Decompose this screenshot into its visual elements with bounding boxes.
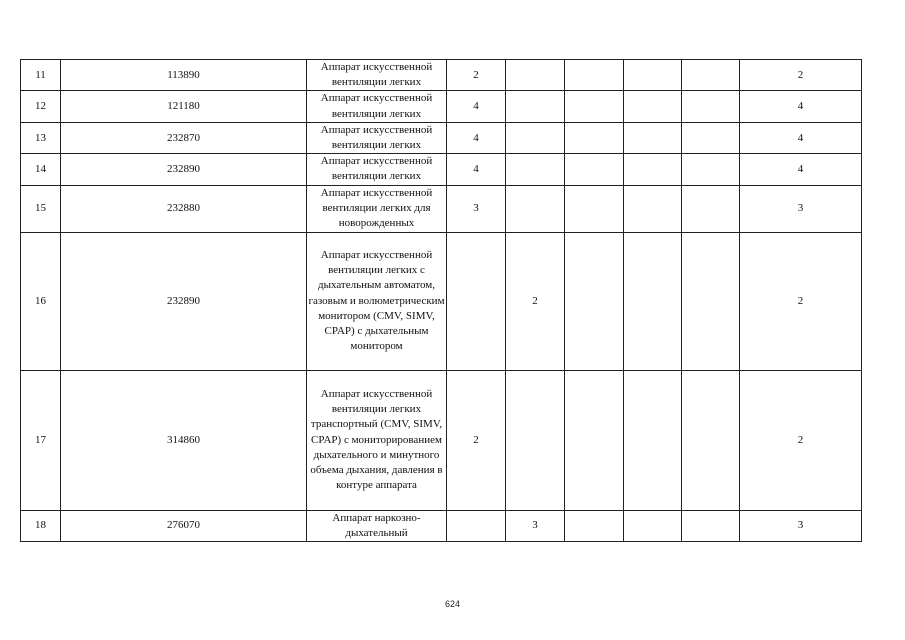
equipment-code: 232890 (61, 232, 307, 370)
quantity-col-3 (565, 154, 624, 185)
quantity-col-5 (682, 60, 740, 91)
quantity-col-3 (565, 510, 624, 541)
equipment-code: 113890 (61, 60, 307, 91)
table-row (21, 60, 862, 91)
quantity-col-3 (565, 122, 624, 153)
quantity-col-2 (506, 91, 565, 122)
quantity-col-4 (624, 60, 682, 91)
quantity-total: 2 (740, 232, 862, 370)
quantity-total: 2 (740, 370, 862, 510)
quantity-col-5 (682, 154, 740, 185)
row-number: 16 (21, 232, 61, 370)
equipment-code: 232890 (61, 154, 307, 185)
quantity-col-4 (624, 154, 682, 185)
quantity-col-2: 2 (506, 232, 565, 370)
row-number: 12 (21, 91, 61, 122)
quantity-col-3 (565, 185, 624, 232)
quantity-col-2 (506, 122, 565, 153)
equipment-name: Аппарат наркозно-дыхательный (307, 510, 447, 541)
quantity-col-5 (682, 185, 740, 232)
quantity-col-2 (506, 370, 565, 510)
quantity-col-1: 2 (447, 370, 506, 510)
quantity-col-1: 4 (447, 122, 506, 153)
quantity-col-1: 4 (447, 91, 506, 122)
quantity-col-3 (565, 60, 624, 91)
quantity-total: 3 (740, 185, 862, 232)
quantity-col-5 (682, 510, 740, 541)
quantity-col-5 (682, 91, 740, 122)
table-row (21, 91, 862, 122)
quantity-col-4 (624, 122, 682, 153)
row-number: 13 (21, 122, 61, 153)
quantity-col-5 (682, 232, 740, 370)
table-row (21, 370, 862, 510)
quantity-col-3 (565, 370, 624, 510)
quantity-total: 4 (740, 91, 862, 122)
quantity-col-4 (624, 185, 682, 232)
table-body (21, 60, 862, 542)
equipment-name: Аппарат искусственной вентиляции легких транспортный (CMV, SIMV, CPAP) с мониторированием дыхательного и минутного объема дыхания, давления в контуре аппарата (307, 370, 447, 510)
quantity-total: 4 (740, 154, 862, 185)
quantity-total: 2 (740, 60, 862, 91)
quantity-col-1: 2 (447, 60, 506, 91)
quantity-col-1 (447, 510, 506, 541)
table-row (21, 232, 862, 370)
quantity-col-4 (624, 370, 682, 510)
quantity-col-3 (565, 91, 624, 122)
page-number: 624 (444, 599, 461, 609)
equipment-code: 276070 (61, 510, 307, 541)
row-number: 15 (21, 185, 61, 232)
quantity-col-4 (624, 232, 682, 370)
quantity-col-1: 4 (447, 154, 506, 185)
row-number: 11 (21, 60, 61, 91)
table-row (21, 185, 862, 232)
quantity-col-2: 3 (506, 510, 565, 541)
row-number: 14 (21, 154, 61, 185)
equipment-name: Аппарат искусственной вентиляции легких (307, 122, 447, 153)
equipment-name: Аппарат искусственной вентиляции легких с дыхательным автоматом, газовым и волюметрическим монитором (CMV, SIMV, CPAP) с дыхательным монитором (307, 232, 447, 370)
equipment-name: Аппарат искусственной вентиляции легких (307, 154, 447, 185)
quantity-total: 4 (740, 122, 862, 153)
quantity-col-4 (624, 91, 682, 122)
equipment-name: Аппарат искусственной вентиляции легких (307, 91, 447, 122)
equipment-code: 314860 (61, 370, 307, 510)
quantity-total: 3 (740, 510, 862, 541)
equipment-name: Аппарат искусственной вентиляции легких для новорожденных (307, 185, 447, 232)
equipment-name: Аппарат искусственной вентиляции легких (307, 60, 447, 91)
quantity-col-5 (682, 122, 740, 153)
quantity-col-4 (624, 510, 682, 541)
row-number: 17 (21, 370, 61, 510)
quantity-col-2 (506, 185, 565, 232)
row-number: 18 (21, 510, 61, 541)
table-row (21, 154, 862, 185)
equipment-table (20, 59, 862, 542)
quantity-col-5 (682, 370, 740, 510)
quantity-col-2 (506, 154, 565, 185)
equipment-code: 232880 (61, 185, 307, 232)
table-row (21, 122, 862, 153)
quantity-col-3 (565, 232, 624, 370)
quantity-col-1: 3 (447, 185, 506, 232)
equipment-code: 232870 (61, 122, 307, 153)
quantity-col-1 (447, 232, 506, 370)
equipment-code: 121180 (61, 91, 307, 122)
table-row (21, 510, 862, 541)
quantity-col-2 (506, 60, 565, 91)
